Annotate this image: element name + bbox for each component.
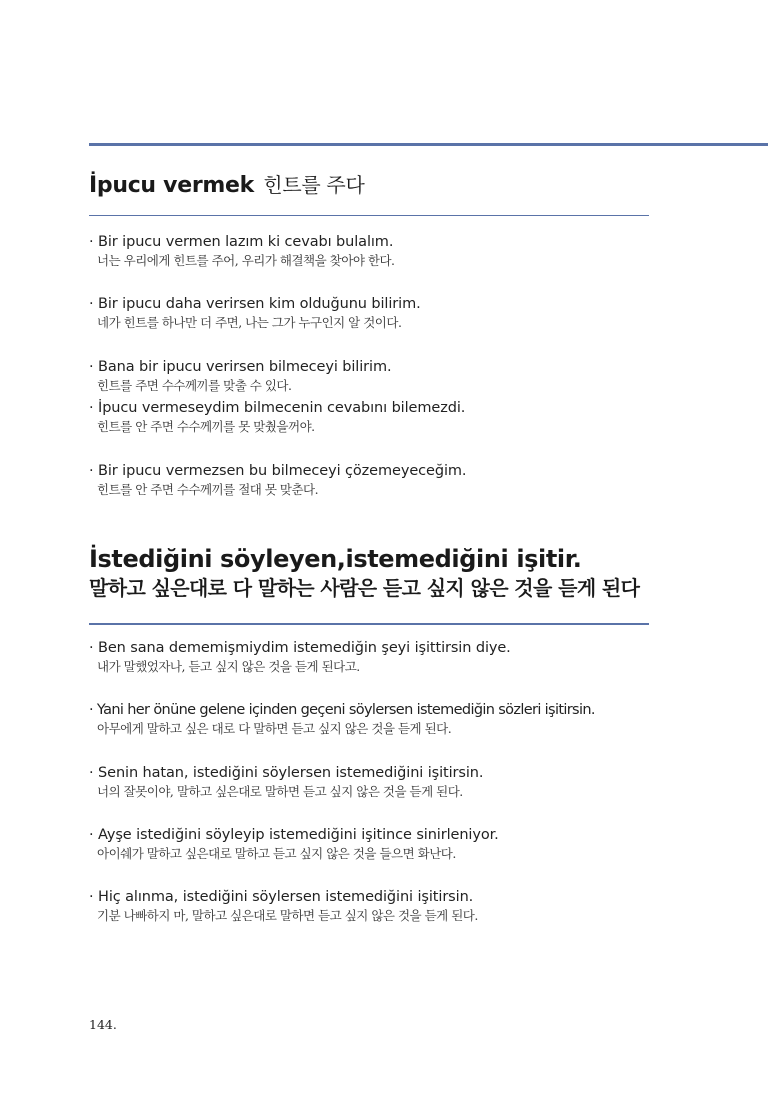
- example-tr: · Senin hatan, istediğini söylersen istemediğini işitirsin.: [89, 765, 484, 781]
- example-item: [89, 764, 669, 800]
- example-tr: · Ayşe istediğini söyleyip istemediğini işitince sinirleniyor.: [89, 827, 499, 843]
- example-tr: · Bir ipucu vermezsen bu bilmeceyi çözemeyeceğim.: [89, 463, 467, 479]
- example-ko: 힌트를 주면 수수께끼를 맞출 수 있다.: [97, 378, 292, 393]
- example-item: [89, 639, 669, 675]
- section-1-header: [89, 170, 649, 201]
- page-number: 144.: [89, 1017, 117, 1032]
- example-ko: 기분 나빠하지 마, 말하고 싶은대로 말하면 듣고 싶지 않은 것을 듣게 된다.: [97, 908, 478, 923]
- example-ko: 네가 힌트를 하나만 더 주면, 나는 그가 누구인지 알 것이다.: [97, 315, 402, 330]
- example-ko: 힌트를 안 주면 수수께끼를 못 맞췄을꺼야.: [97, 419, 315, 434]
- example-item: [89, 701, 669, 737]
- section-2-divider: [89, 623, 649, 625]
- section-2-header: [89, 544, 649, 602]
- example-item: [89, 358, 669, 394]
- example-tr: · Bir ipucu daha verirsen kim olduğunu bilirim.: [89, 296, 421, 312]
- example-ko: 아이쉐가 말하고 싶은대로 말하고 듣고 싶지 않은 것을 들으면 화난다.: [97, 846, 456, 861]
- section-1-divider: [89, 215, 649, 216]
- example-tr: · İpucu vermeseydim bilmecenin cevabını bilemezdi.: [89, 400, 466, 416]
- example-ko: 아무에게 말하고 싶은 대로 다 말하면 듣고 싶지 않은 것을 듣게 된다.: [97, 721, 452, 736]
- section-2-title-tr: İstediğini söyleyen,istemediğini işitir.: [89, 545, 582, 573]
- example-tr: · Bir ipucu vermen lazım ki cevabı bulalım.: [89, 234, 394, 250]
- example-ko: 힌트를 안 주면 수수께끼를 절대 못 맞춘다.: [97, 482, 319, 497]
- example-item: [89, 295, 669, 331]
- example-tr: · Ben sana dememişmiydim istemediğin şeyi işittirsin diye.: [89, 640, 511, 656]
- example-ko: 너의 잘못이야, 말하고 싶은대로 말하면 듣고 싶지 않은 것을 듣게 된다.: [97, 784, 463, 799]
- example-ko: 너는 우리에게 힌트를 주어, 우리가 해결책을 찾아야 한다.: [97, 253, 395, 268]
- top-rule: [89, 143, 768, 146]
- section-1-title-tr: İpucu vermek: [89, 173, 254, 198]
- example-item: [89, 462, 669, 498]
- example-ko: 내가 말했었자나, 듣고 싶지 않은 것을 듣게 된다고.: [97, 659, 360, 674]
- section-2-title-ko: 말하고 싶은대로 다 말하는 사람은 듣고 싶지 않은 것을 듣게 된다: [89, 576, 640, 600]
- example-tr: · Yani her önüne gelene içinden geçeni söylersen istemediğin sözleri işitirsin.: [89, 702, 595, 718]
- example-tr: · Bana bir ipucu verirsen bilmeceyi bilirim.: [89, 359, 392, 375]
- section-1-title: [89, 170, 649, 201]
- section-1-title-ko: 힌트를 주다: [263, 173, 365, 197]
- example-item: [89, 888, 669, 924]
- example-item: [89, 399, 669, 435]
- example-item: [89, 233, 669, 269]
- example-item: [89, 826, 669, 862]
- example-tr: · Hiç alınma, istediğini söylersen istemediğini işitirsin.: [89, 889, 474, 905]
